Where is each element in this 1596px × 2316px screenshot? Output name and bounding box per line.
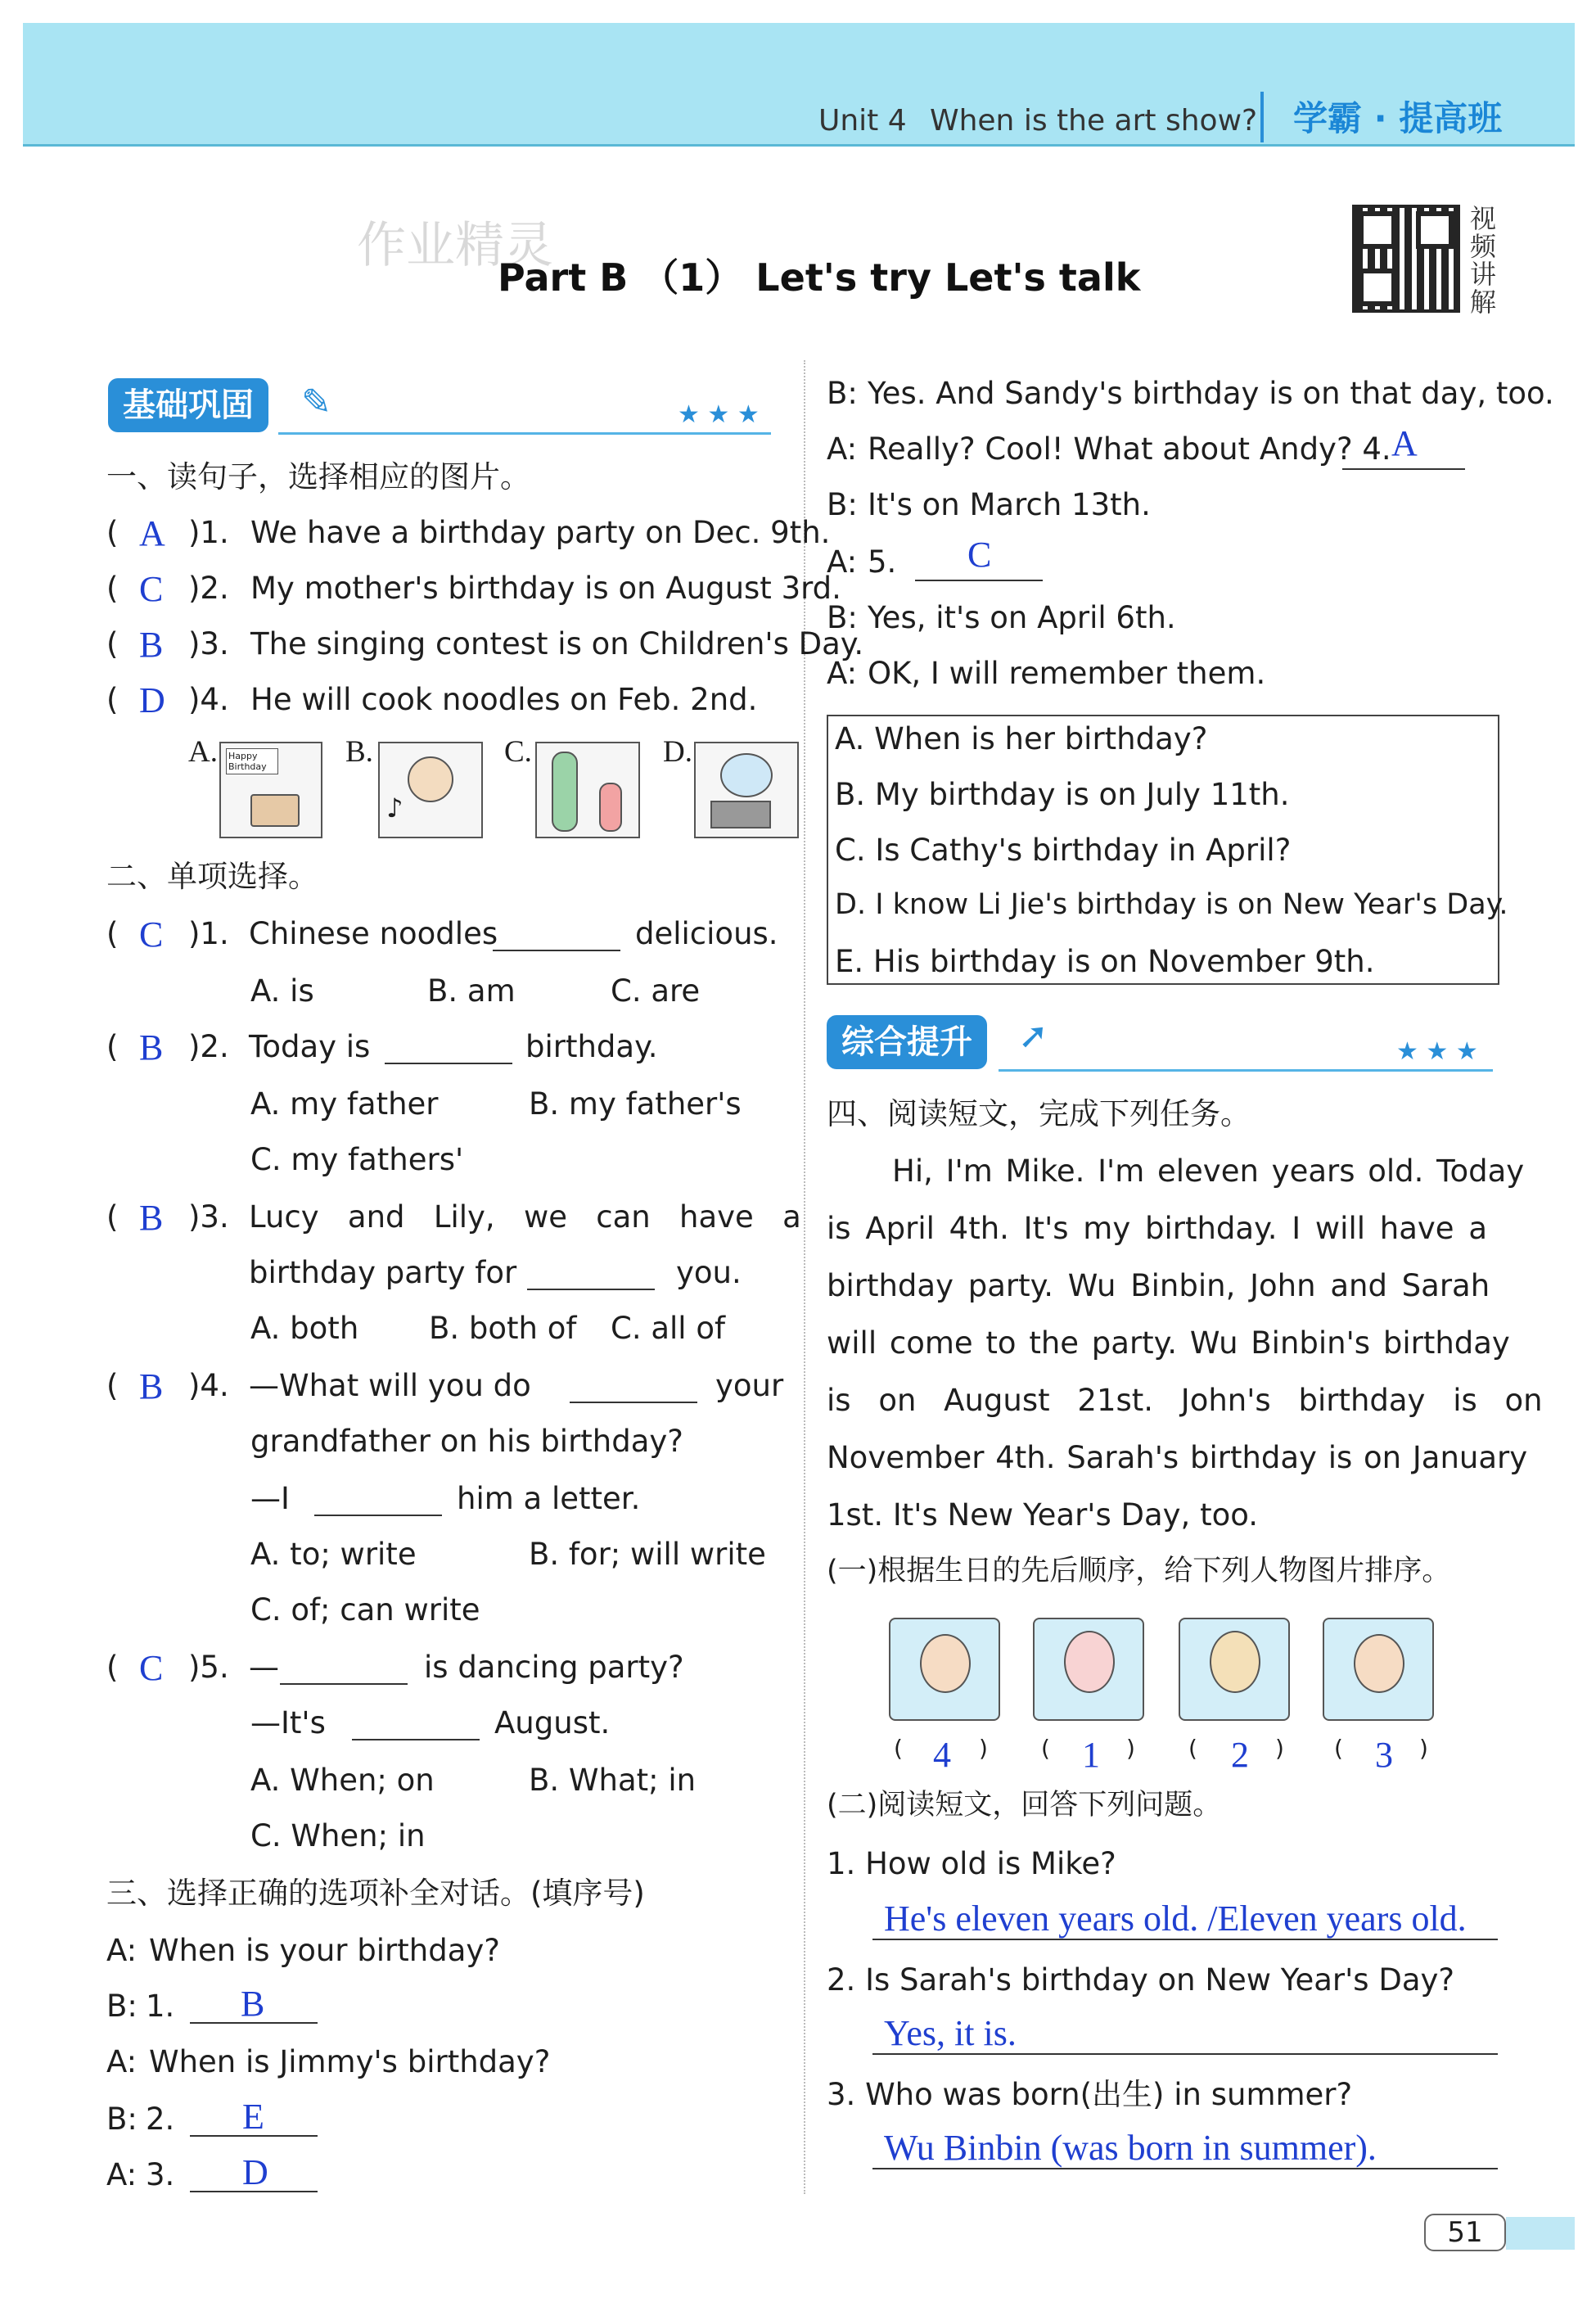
passage-line-6: November 4th. Sarah's birthday is on January	[827, 1440, 1528, 1475]
section-rule-basic	[278, 432, 771, 435]
answer-p3-4: A	[1391, 423, 1418, 463]
page-title: Part B （1） Let's try Let's talk	[498, 255, 1141, 300]
part3-heading: 三、选择正确的选项补全对话。(填序号)	[106, 1876, 645, 1911]
qr-code[interactable]	[1352, 205, 1460, 313]
glasses-boy-face-icon	[1354, 1634, 1404, 1693]
arrow-up-icon	[1260, 92, 1264, 142]
passage-line-2: is April 4th. It's my birthday. I will have a	[827, 1211, 1487, 1246]
portrait-mike	[889, 1618, 1000, 1721]
answer-p2-5: C	[139, 1648, 164, 1688]
question-3: 3. Who was born(出生) in summer?	[827, 2077, 1353, 2112]
answer-p3-1: B	[241, 1984, 265, 2024]
p1-sentence-3: The singing contest is on Children's Day.	[250, 626, 864, 661]
blank-p3-1[interactable]	[190, 2022, 318, 2024]
task2-heading: (二)阅读短文，回答下列问题。	[827, 1789, 1222, 1822]
section-badge-advanced: 综合提升	[827, 1015, 987, 1069]
blank-p2-4a[interactable]	[570, 1402, 697, 1403]
answer-p2-2: B	[139, 1027, 164, 1068]
answer-q2: Yes, it is.	[884, 2013, 1017, 2053]
blank-p3-4[interactable]	[1342, 468, 1465, 470]
portrait-john	[1323, 1618, 1434, 1721]
header-rule	[23, 144, 1575, 147]
passage-line-4: will come to the party. Wu Binbin's birthday	[827, 1325, 1510, 1361]
page-number-tab	[1506, 2217, 1575, 2250]
child-figure-icon	[599, 783, 622, 832]
rating-stars-advanced: ★ ★ ★	[1396, 1037, 1478, 1066]
pencil-icon: ✎	[301, 381, 331, 423]
music-note-icon: ♪	[386, 792, 404, 824]
section-badge-basic: 基础巩固	[108, 378, 268, 432]
answer-p3-5: C	[967, 535, 992, 575]
answer-p2-4: B	[139, 1366, 164, 1406]
order-answer-4: 3	[1375, 1735, 1393, 1775]
answer-line-2	[872, 2053, 1498, 2055]
picture-a-birthday-cake: Happy Birthday	[219, 742, 322, 838]
boy-face-icon	[920, 1634, 971, 1693]
boy-face-icon	[1210, 1631, 1260, 1693]
p1-sentence-1: We have a birthday party on Dec. 9th.	[250, 515, 831, 550]
p1-sentence-4: He will cook noodles on Feb. 2nd.	[250, 682, 758, 717]
blank-p2-2[interactable]	[385, 1063, 512, 1064]
part1-heading: 一、读句子，选择相应的图片。	[106, 459, 530, 494]
blank-p3-5[interactable]	[915, 580, 1043, 581]
portrait-sarah	[1033, 1618, 1144, 1721]
part2-heading: 二、单项选择。	[106, 859, 318, 894]
option-b: B. My birthday is on July 11th.	[835, 777, 1290, 812]
qr-label: 视频讲解	[1470, 203, 1497, 318]
unit-label: Unit 4	[818, 104, 907, 138]
picture-d-cooking-noodles	[694, 742, 799, 838]
answer-p3-2: E	[242, 2097, 264, 2137]
answer-p1-1: A	[139, 513, 165, 553]
answer-p1-3: B	[139, 625, 164, 665]
watermark: 作业精灵	[357, 217, 553, 274]
girl-face-icon	[1064, 1631, 1115, 1693]
blank-p3-2[interactable]	[190, 2135, 318, 2137]
part4-heading: 四、阅读短文，完成下列任务。	[827, 1096, 1251, 1131]
order-answer-3: 2	[1231, 1735, 1249, 1775]
answer-p1-2: C	[139, 569, 164, 609]
answer-p2-1: C	[139, 914, 164, 955]
question-2: 2. Is Sarah's birthday on New Year's Day?	[827, 1962, 1455, 1998]
page-number: 51	[1424, 2214, 1506, 2251]
answer-p3-3: D	[242, 2152, 268, 2192]
answer-line-1	[872, 1939, 1498, 1940]
blank-p2-3[interactable]	[527, 1289, 655, 1290]
task1-heading: (一)根据生日的先后顺序，给下列人物图片排序。	[827, 1555, 1451, 1587]
answer-p2-3: B	[139, 1198, 164, 1238]
blank-p3-3[interactable]	[190, 2191, 318, 2192]
blank-p2-1[interactable]	[493, 950, 620, 951]
order-answer-2: 1	[1082, 1735, 1100, 1775]
option-e: E. His birthday is on November 9th.	[835, 944, 1375, 979]
cake-icon	[250, 794, 300, 827]
passage-line-3: birthday party. Wu Binbin, John and Sarah	[827, 1268, 1490, 1303]
order-answer-1: 4	[933, 1735, 951, 1775]
rocket-icon: ➚	[1018, 1015, 1048, 1057]
passage-line-7: 1st. It's New Year's Day, too.	[827, 1497, 1258, 1533]
picture-c-mother-child	[535, 742, 640, 838]
p1-sentence-2: My mother's birthday is on August 3rd.	[250, 571, 841, 606]
passage-line-5: is on August 21st. John's birthday is on	[827, 1383, 1543, 1418]
blank-p2-5a[interactable]	[280, 1683, 408, 1685]
answer-q1: He's eleven years old. /Eleven years old.	[884, 1898, 1467, 1939]
answer-q3: Wu Binbin (was born in summer).	[884, 2128, 1377, 2168]
passage-line-1: Hi, I'm Mike. I'm eleven years old. Today	[892, 1153, 1525, 1189]
section-rule-advanced	[999, 1069, 1493, 1072]
picture-b-singing-boy	[378, 742, 483, 838]
brand-logo: 学霸 · 提高班	[1293, 98, 1503, 138]
chef-figure-icon	[720, 753, 773, 797]
pot-icon	[710, 801, 771, 828]
portrait-wu-binbin	[1179, 1618, 1290, 1721]
blank-p2-4b[interactable]	[314, 1515, 442, 1516]
rating-stars: ★ ★ ★	[678, 400, 760, 429]
unit-title: When is the art show?	[930, 104, 1258, 138]
question-1: 1. How old is Mike?	[827, 1846, 1116, 1881]
answer-line-3	[872, 2168, 1498, 2169]
answer-p1-4: D	[139, 680, 165, 720]
option-a: A. When is her birthday?	[835, 721, 1208, 756]
option-d: D. I know Li Jie's birthday is on New Year's Day.	[835, 888, 1508, 921]
boy-face-icon	[408, 756, 453, 802]
mother-figure-icon	[552, 752, 578, 832]
blank-p2-5b[interactable]	[352, 1739, 480, 1740]
option-c: C. Is Cathy's birthday in April?	[835, 833, 1292, 868]
